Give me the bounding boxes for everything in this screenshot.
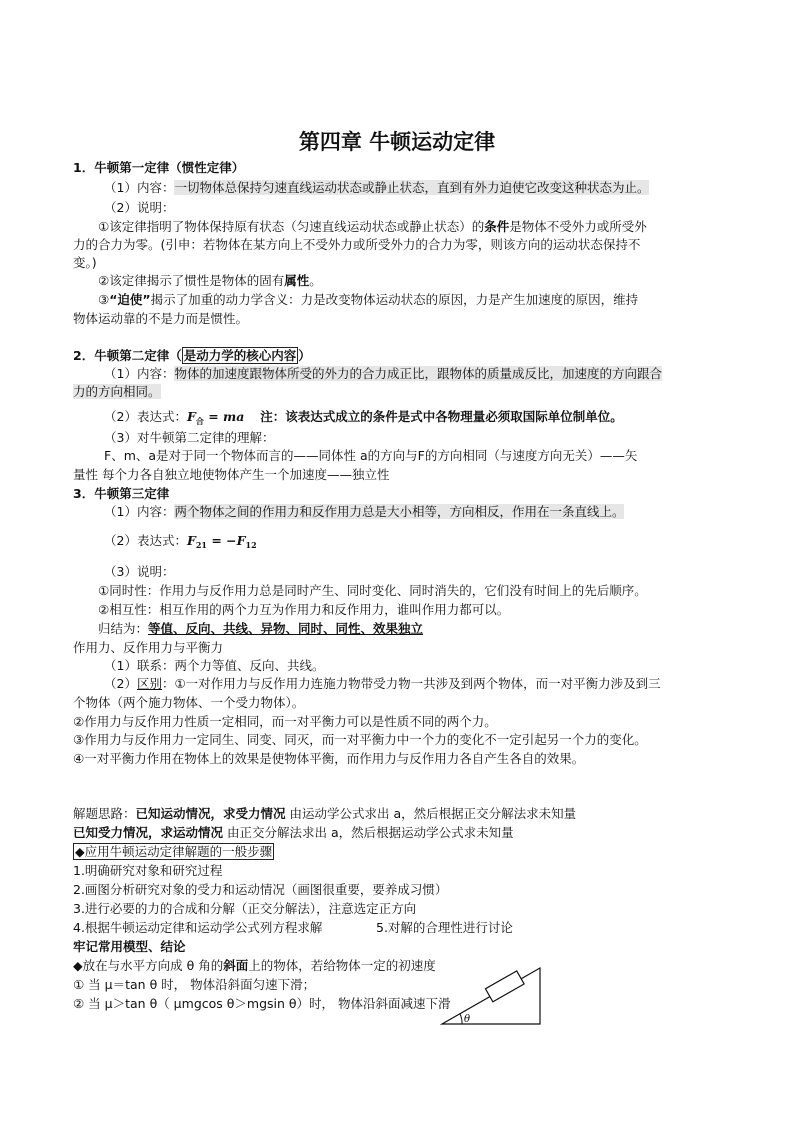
sec3-c2-a: （2） <box>104 676 137 691</box>
sec3-f1: F <box>186 533 196 548</box>
solve-s5: 5.对解的合理性进行讨论 <box>376 920 513 935</box>
solve-model-title: 牢记常用模型、结论 <box>73 939 186 954</box>
solve-m1 <box>73 958 436 973</box>
sec3-c2-u: 区别 <box>136 676 162 691</box>
sec3-content-label: （1）内容： <box>104 504 175 519</box>
sec3-content-text: 两个物体之间的作用力和反作用力总是大小相等，方向相反，作用在一条直线上。 <box>174 504 625 519</box>
incline-diagram <box>428 958 548 1030</box>
sec2-formula-f: F <box>186 409 196 424</box>
sec3-sum: 等值、反向、共线、异物、同时、同性、效果独立 <box>148 621 424 636</box>
sec1-p1 <box>98 219 647 234</box>
solve-m1-b: 上的物体，若给物体一定的初速度 <box>248 958 436 973</box>
angle-label: θ <box>464 1014 471 1025</box>
sec2-understand-b: 量性 每个力各自独立地使物体产生一个加速度——独立性 <box>73 467 390 482</box>
sec1-p1-c: 力的合力为零。(引申：若物体在某方向上不受外力或所受外力的合力为零，则该方向的运动状态保持不 <box>73 237 641 252</box>
solve-l2-b: 由正交分解法求出 a，然后根据运动学公式求未知量 <box>223 825 514 840</box>
sec2-content-label: （1）内容： <box>104 366 175 381</box>
sec3-c1: （1）联系：两个力等值、反向、共线。 <box>104 658 325 673</box>
sliding-block <box>485 971 524 1002</box>
solve-s4: 4.根据牛顿运动定律和运动学公式列方程求解 <box>73 920 323 935</box>
sec3-comp-title: 作用力、反作用力与平衡力 <box>73 640 224 655</box>
sec1-p1-d: 变。) <box>73 255 97 270</box>
solve-steps-title-text: ◆应用牛顿运动定律解题的一般步骤 <box>75 844 273 859</box>
sec3-f-mid: = − <box>206 533 237 548</box>
sec1-heading: 1．牛顿第一定律（惯性定律） <box>73 160 245 175</box>
sec3-e1: ①同时性：作用力与反作用力总是同时产生、同时变化、同时消失的，它们没有时间上的先后顺序。 <box>98 583 647 598</box>
solve-m1-a: ◆放在与水平方向成 θ 角的 <box>73 958 224 973</box>
sec2-heading-a: 2．牛顿第二定律（ <box>73 348 182 363</box>
sec3-f1-sub: 21 <box>195 540 207 550</box>
solve-l1-a: 解题思路： <box>73 806 136 821</box>
sec3-c5: ④一对平衡力作用在物体上的效果是使物体平衡，而作用力与反作用力各自产生各自的效果。 <box>73 751 585 766</box>
sec1-p1-a: ①该定律指明了物体保持原有状态（匀速直线运动状态或静止状态）的 <box>98 219 485 234</box>
sec2-heading <box>73 348 311 363</box>
sec1-content <box>104 180 649 195</box>
sec3-explain-label: （3）说明： <box>104 564 175 579</box>
angle-arc <box>460 1014 462 1024</box>
solve-s2: 2.画图分析研究对象的受力和运动情况（画图很重要，要养成习惯） <box>73 882 448 897</box>
sec1-p3 <box>98 292 638 307</box>
solve-l1-b: 由运动学公式求出 a，然后根据正交分解法求未知量 <box>285 806 577 821</box>
solve-l2-bold: 已知受力情况，求运动情况 <box>73 825 224 840</box>
sec3-c2 <box>104 676 661 691</box>
sec3-c3: ②作用力与反作用力性质一定相同，而一对平衡力可以是性质不同的两个力。 <box>73 714 497 729</box>
sec3-expression <box>104 533 257 553</box>
sec3-summary <box>98 621 423 636</box>
sec1-p1-bold: 条件 <box>484 219 510 234</box>
sec2-expr-label: （2）表达式： <box>104 409 187 424</box>
sec1-content-label: （1）内容： <box>104 180 175 195</box>
sec2-content-b: 力的方向相同。 <box>73 384 161 399</box>
sec1-p3-bold: “迫使” <box>109 292 151 307</box>
solve-s3: 3.进行必要的力的合成和分解（正交分解法），注意选定正方向 <box>73 901 417 916</box>
sec2-understand-label: （3）对牛顿第二定律的理解： <box>104 430 275 445</box>
sec2-content-a: 物体的加速度跟物体所受的外力的合力成正比，跟物体的质量成反比，加速度的方向跟合 <box>174 366 662 381</box>
sec1-p2-b: 。 <box>309 273 322 288</box>
sec3-f2: F <box>236 533 246 548</box>
sec2-formula-sub: 合 <box>195 416 204 426</box>
sec2-heading-box: 是动力学的核心内容 <box>183 348 297 363</box>
sec3-e2: ②相互性：相互作用的两个力互为作用力和反作用力，谁叫作用力都可以。 <box>98 602 510 617</box>
sec2-formula <box>187 409 244 424</box>
solve-l1-bold: 已知运动情况，求受力情况 <box>135 806 286 821</box>
sec1-p2-a: ②该定律揭示了惯性是物体的固有 <box>98 273 285 288</box>
solve-s1: 1.明确研究对象和研究过程 <box>73 863 223 878</box>
sec3-c2-b: ：①一对作用力与反作用力连施力物带受力物一共涉及到两个物体，而一对平衡力涉及到三 <box>161 676 661 691</box>
sec2-understand-a: F、m、a是对于同一个物体而言的——同体性 a的方向与F的方向相同（与速度方向无关）——矢 <box>104 448 638 463</box>
solve-l1 <box>73 806 576 821</box>
sec3-c2-c: 个物体（两个施力物体、一个受力物体）。 <box>73 695 305 710</box>
sec2-note: 注：该表达式成立的条件是式中各物理量必须取国际单位制单位。 <box>260 409 623 424</box>
sec3-content <box>104 504 624 519</box>
solve-m3: ② 当 μ＞tan θ（ μmgcos θ＞mgsin θ）时， 物体沿斜面减速下滑 <box>73 996 451 1011</box>
solve-m2: ① 当 μ＝tan θ 时， 物体沿斜面匀速下滑； <box>73 977 316 992</box>
solve-m1-bold: 斜面 <box>223 958 249 973</box>
sec1-p1-b: 是物体不受外力或所受外 <box>509 219 647 234</box>
sec2-formula-rest: = ma <box>203 409 245 424</box>
sec2-heading-b: ） <box>298 348 311 363</box>
sec3-heading: 3．牛顿第三定律 <box>73 486 170 501</box>
page-title: 第四章 牛顿运动定律 <box>298 129 496 154</box>
sec3-c4: ③作用力与反作用力一定同生、同变、同灭，而一对平衡力中一个力的变化不一定引起另一个力的变化。 <box>73 732 647 747</box>
solve-l2 <box>73 825 514 840</box>
sec2-expression <box>104 409 623 429</box>
sec2-content <box>104 366 662 381</box>
sec1-explain-label: （2）说明： <box>104 200 175 215</box>
sec1-p3-a: ③ <box>98 292 110 307</box>
sec3-sum-label: 归结为： <box>98 621 149 636</box>
sec3-expr-label: （2）表达式： <box>104 533 187 548</box>
sec1-p3-c: 物体运动靠的不是力而是惯性。 <box>73 311 249 326</box>
sec2-content-b-line <box>73 384 161 399</box>
solve-steps-title <box>73 844 274 859</box>
sec1-content-text: 一切物体总保持匀速直线运动状态或静止状态，直到有外力迫使它改变这种状态为止。 <box>174 180 650 195</box>
sec1-p3-b: 揭示了加重的动力学含义：力是改变物体运动状态的原因，力是产生加速度的原因，维持 <box>150 292 639 307</box>
sec3-formula <box>187 533 257 548</box>
sec1-p2 <box>98 273 322 288</box>
sec3-f2-sub: 12 <box>245 540 257 550</box>
sec1-p2-bold: 属性 <box>284 273 310 288</box>
